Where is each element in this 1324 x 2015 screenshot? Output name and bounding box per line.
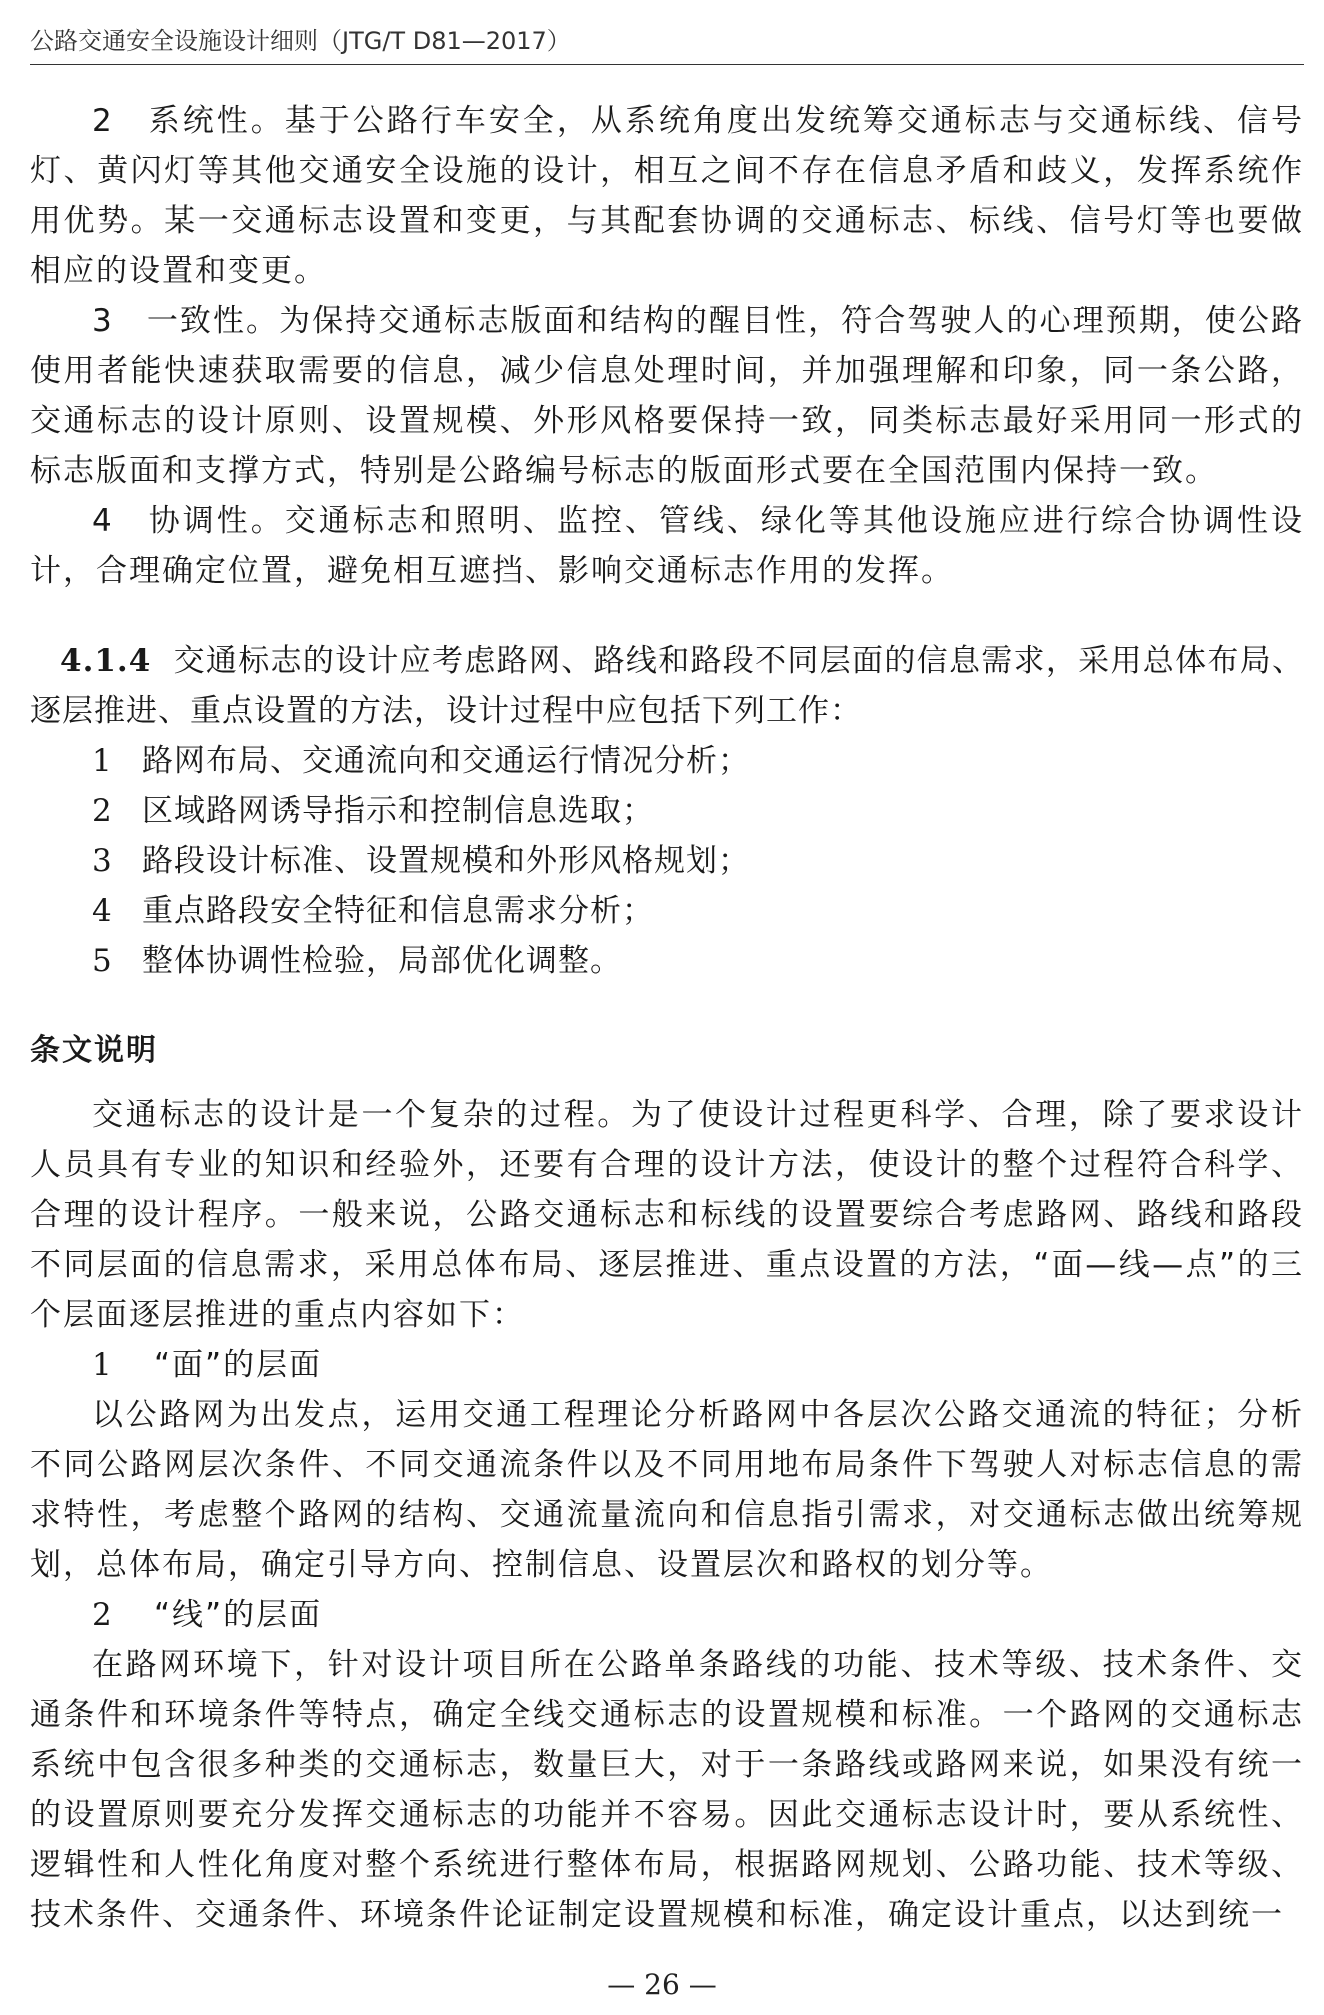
- level-heading-line: [30, 1590, 1304, 1640]
- item-number: 1: [92, 743, 113, 779]
- page-number: — 26 —: [607, 1968, 717, 2001]
- explanation-intro: 交通标志的设计是一个复杂的过程。为了使设计过程更科学、合理，除了要求设计人员具有专业的知识和经验外，还要有合理的设计方法，使设计的整个过程符合科学、合理的设计程序。一般来说，公路交通标志和标线的设置要综合考虑路网、路线和路段不同层面的信息需求，采用总体布局、逐层推进、重点设置的方法，“面—线—点”的三个层面逐层推进的重点内容如下：: [30, 1097, 1304, 1333]
- page-content: [30, 96, 1304, 1940]
- list-item: [30, 786, 1304, 836]
- paragraph-consistency: 3 一致性。为保持交通标志版面和结构的醒目性，符合驾驶人的心理预期，使公路使用者能快速获取需要的信息，减少信息处理时间，并加强理解和印象，同一条公路，交通标志的设计原则、设置规模、外形风格要保持一致，同类标志最好采用同一形式的标志版面和支撑方式，特别是公路编号标志的版面形式要在全国范围内保持一致。: [30, 303, 1304, 489]
- list-item: [30, 736, 1304, 786]
- item-number: 4: [92, 893, 113, 929]
- explanation-title: 条文说明: [30, 1033, 158, 1068]
- item-text: 整体协调性检验，局部优化调整。: [142, 943, 622, 979]
- level-text-line: 在路网环境下，针对设计项目所在公路单条路线的功能、技术等级、技术条件、交通条件和环境条件等特点，确定全线交通标志的设置规模和标准。一个路网的交通标志系统中包含很多种类的交通标志，数量巨大，对于一条路线或路网来说，如果没有统一的设置原则要充分发挥交通标志的功能并不容易。因此交通标志设计时，要从系统性、逻辑性和人性化角度对整个系统进行整体布局，根据路网规划、公路功能、技术等级、技术条件、交通条件、环境条件论证制定设置规模和标准，确定设计重点，以达到统一: [30, 1647, 1304, 1933]
- level-text-surface: 以公路网为出发点，运用交通工程理论分析路网中各层次公路交通流的特征；分析不同公路网层次条件、不同交通流条件以及不同用地布局条件下驾驶人对标志信息的需求特性，考虑整个路网的结构、交通流量流向和信息指引需求，对交通标志做出统筹规划，总体布局，确定引导方向、控制信息、设置层次和路权的划分等。: [30, 1397, 1304, 1583]
- spacer: [30, 1076, 1304, 1090]
- item-number: 3: [92, 843, 113, 879]
- level-number: 1: [92, 1347, 114, 1383]
- clause-item-list: [30, 736, 1304, 986]
- running-header: 公路交通安全设施设计细则（JTG/T D81—2017）: [30, 27, 571, 55]
- item-text: 路网布局、交通流向和交通运行情况分析；: [142, 743, 750, 779]
- item-text: 区域路网诱导指示和控制信息选取；: [142, 793, 654, 829]
- level-heading-surface: [30, 1340, 1304, 1390]
- clause-text: 交通标志的设计应考虑路网、路线和路段不同层面的信息需求，采用总体布局、逐层推进、重点设置的方法，设计过程中应包括下列工作：: [30, 643, 1304, 729]
- level-title: “面”的层面: [154, 1347, 323, 1383]
- spacer: [30, 986, 1304, 1026]
- item-text: 重点路段安全特征和信息需求分析；: [142, 893, 654, 929]
- clause-number: 4.1.4: [60, 643, 152, 679]
- list-item: [30, 936, 1304, 986]
- item-number: 2: [92, 793, 113, 829]
- document-page: [30, 0, 1304, 2015]
- paragraph-systematic: 2 系统性。基于公路行车安全，从系统角度出发统筹交通标志与交通标线、信号灯、黄闪灯等其他交通安全设施的设计，相互之间不存在信息矛盾和歧义，发挥系统作用优势。某一交通标志设置和变更，与其配套协调的交通标志、标线、信号灯等也要做相应的设置和变更。: [30, 103, 1304, 289]
- level-number: 2: [92, 1597, 114, 1633]
- list-item: [30, 836, 1304, 886]
- list-item: [30, 886, 1304, 936]
- header-divider: [30, 64, 1304, 65]
- item-number: 5: [92, 943, 113, 979]
- spacer: [30, 596, 1304, 636]
- paragraph-coordination: 4 协调性。交通标志和照明、监控、管线、绿化等其他设施应进行综合协调性设计，合理确定位置，避免相互遮挡、影响交通标志作用的发挥。: [30, 503, 1304, 589]
- level-title: “线”的层面: [154, 1597, 323, 1633]
- item-text: 路段设计标准、设置规模和外形风格规划；: [142, 843, 750, 879]
- clause-4-1-4: [30, 636, 1304, 736]
